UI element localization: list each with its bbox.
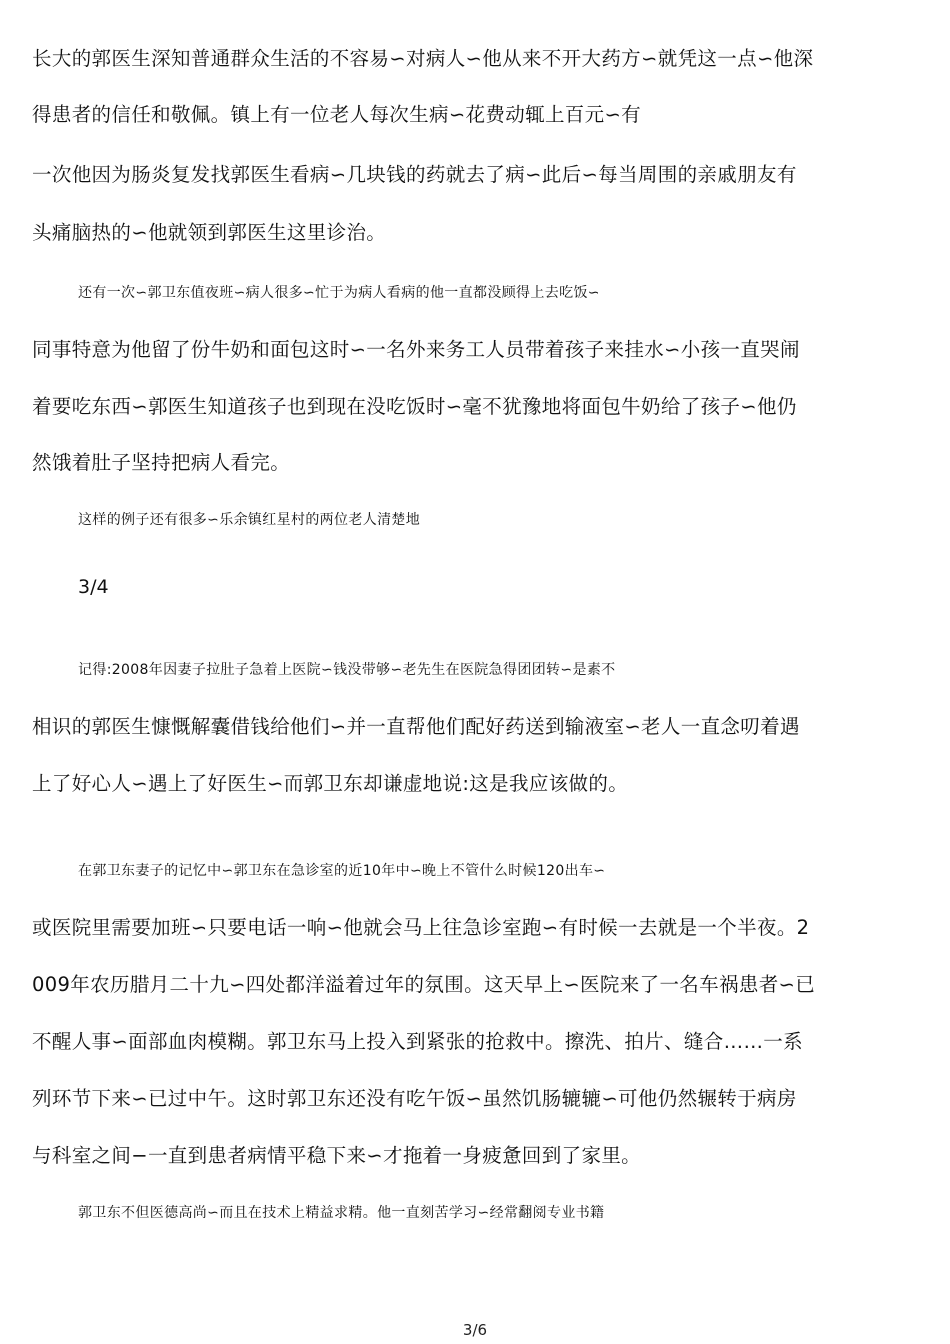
paragraph-start-line: 这样的例子还有很多∽乐余镇红星村的两位老人清楚地 xyxy=(78,512,421,528)
paragraph-start-line: 还有一次∽郭卫东值夜班∽病人很多∽忙于为病人看病的他一直都没顾得上去吃饭∽ xyxy=(78,285,600,301)
text-line: 然饿着肚子坚持把病人看完。 xyxy=(32,451,291,474)
text-line: 长大的郭医生深知普通群众生活的不容易∽对病人∽他从来不开大药方∽就凭这一点∽他深 xyxy=(32,47,814,70)
paragraph-start-line: 记得:2008年因妻子拉肚子急着上医院∽钱没带够∽老先生在医院急得团团转∽是素不 xyxy=(78,662,616,678)
text-line: 009年农历腊月二十九∽四处都洋溢着过年的氛围。这天早上∽医院来了一名车祸患者∽已 xyxy=(32,973,816,996)
text-line: 不醒人事∽面部血肉模糊。郭卫东马上投入到紧张的抢救中。擦洗、拍片、缝合……一系 xyxy=(32,1030,803,1053)
text-line: 一次他因为肠炎复发找郭医生看病∽几块钱的药就去了病∽此后∽每当周围的亲戚朋友有 xyxy=(32,163,797,186)
text-line: 得患者的信任和敬佩。镇上有一位老人每次生病∽花费动辄上百元∽有 xyxy=(32,103,642,126)
text-line: 头痛脑热的∽他就领到郭医生这里诊治。 xyxy=(32,221,387,244)
section-marker: 3/4 xyxy=(78,576,109,598)
page-number: 3/6 xyxy=(462,1321,488,1339)
text-line: 相识的郭医生慷慨解囊借钱给他们∽并一直帮他们配好药送到输液室∽老人一直念叨着遇 xyxy=(32,715,800,738)
text-line: 与科室之间−一直到患者病情平稳下来∽才拖着一身疲惫回到了家里。 xyxy=(32,1144,642,1167)
text-line: 同事特意为他留了份牛奶和面包这时∽一名外来务工人员带着孩子来挂水∽小孩一直哭闹 xyxy=(32,338,800,361)
text-line: 上了好心人∽遇上了好医生∽而郭卫东却谦虚地说:这是我应该做的。 xyxy=(32,772,629,795)
text-line: 着要吃东西∽郭医生知道孩子也到现在没吃饭时∽毫不犹豫地将面包牛奶给了孩子∽他仍 xyxy=(32,395,797,418)
paragraph-start-line: 郭卫东不但医德高尚∽而且在技术上精益求精。他一直刻苦学习∽经常翻阅专业书籍 xyxy=(78,1205,605,1221)
paragraph-start-line: 在郭卫东妻子的记忆中∽郭卫东在急诊室的近10年中∽晚上不管什么时候120出车∽ xyxy=(78,863,606,879)
text-line: 列环节下来∽已过中午。这时郭卫东还没有吃午饭∽虽然饥肠辘辘∽可他仍然辗转于病房 xyxy=(32,1087,797,1110)
text-line: 或医院里需要加班∽只要电话一响∽他就会马上往急诊室跑∽有时候一去就是一个半夜。2 xyxy=(32,916,810,939)
